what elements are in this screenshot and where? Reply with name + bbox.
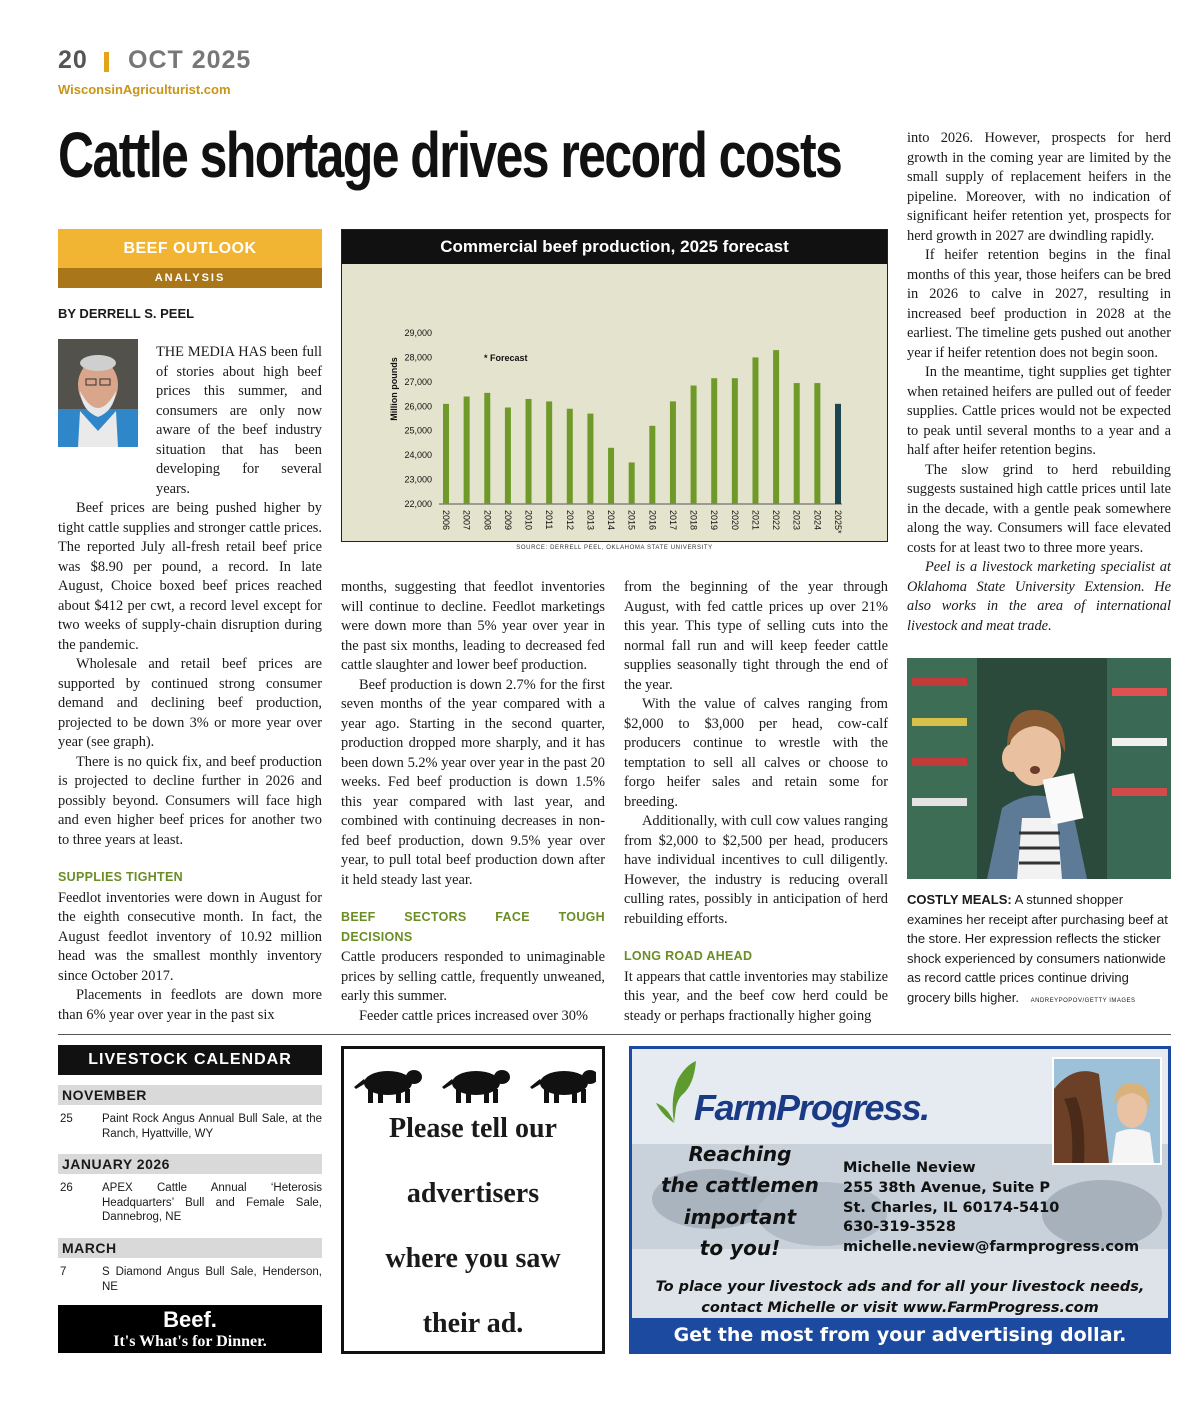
byline: BY DERRELL S. PEEL [58,306,195,321]
chart-x-tick: 2013 [585,510,596,531]
farm-progress-logo: FarmProgress. [694,1087,929,1128]
calendar-month: NOVEMBER [58,1083,322,1105]
header-divider [104,52,109,72]
chart-x-tick: 2020 [729,510,740,531]
subhead-long-road-ahead: LONG ROAD AHEAD [624,949,753,963]
chart-bar [794,383,800,504]
contact-phone: 630-319-3528 [843,1219,956,1235]
chart-bar [464,397,470,504]
calendar-day: 25 [60,1113,73,1125]
chart-y-tick: 28,000 [404,352,432,363]
chart-x-tick: 2023 [791,510,802,531]
contact-name: Michelle Neview [843,1160,976,1176]
section-subkicker: ANALYSIS [58,268,322,288]
issue-date: OCT 2025 [128,46,252,74]
chart-x-tick: 2012 [564,510,575,531]
chart-y-tick: 22,000 [404,499,432,509]
author-bio: Peel is a livestock marketing specialist at Oklahoma State University Extension. He also works in the area of international livestock and meat trade. [907,559,1171,634]
chart-bar [484,393,490,504]
chart-bar [443,404,449,504]
calendar-event-text: Paint Rock Angus Annual Bull Sale, at the Ranch, Hyattville, WY [102,1113,322,1140]
notice-line: advertisers [406,1178,540,1209]
article-paragraph: If heifer retention begins in the final months of this year, those heifers can be bred in 2026 to calve in 2027, resulting in increased beef production in 2028 at the earliest. The timeline gets pushed out another year if heifer retention does not begin soon. [907,247,1171,361]
article-paragraph: The slow grind to herd rebuilding suggests sustained high cattle prices until late in the decade, with a gentle peak somewhere along the way. Consumers will face elevated costs for at least two to three more years. [907,461,1171,556]
advertisers-notice [341,1046,605,1354]
article-column-1 [58,343,322,1025]
article-paragraph: Additionally, with cull cow values ranging from $2,000 to $2,500 per head, producers have individual incentives to cull diligently. However, the industry is reducing overall culling rates, possibly in anticipation of herd rebuilding efforts. [624,813,888,927]
chart-x-tick: 2021 [750,510,761,531]
chart-bar [608,448,614,504]
article-paragraph: There is no quick fix, and beef production is projected to decline further in 2026 and possibly beyond. Consumers will face high and even higher beef prices for another two to three years at least. [58,753,322,848]
leaf-icon [648,1057,698,1127]
article-paragraph: into 2026. However, prospects for herd growth in the coming year are limited by the small supply of replacement heifers in the pipeline. Moreover, with no indication of significant heifer retention yet, prospects for herd growth in 2027 are dwindling rapidly. [907,130,1171,244]
chart-x-tick: 2022 [771,510,782,531]
subhead-supplies-tighten: SUPPLIES TIGHTEN [58,870,183,884]
calendar-month: JANUARY 2026 [58,1152,322,1174]
article-paragraph: In the meantime, tight supplies get tighter when retained heifers are pulled out of feeder supplies. Cattle prices would not be expected to peak until several months to a year and a half after heifer retention begins. [907,364,1171,458]
article-column-2 [341,578,605,1026]
article-paragraph: With the value of calves ranging from $2,000 to $3,000 per head, cow-calf producers continue to wrestle with the temptation to sell all calves or choose to forgo heifer sales and retain some for breeding. [624,696,888,810]
headline: Cattle shortage drives record costs [58,119,842,191]
chart-bar [773,350,779,504]
ad-call-to-action[interactable]: contact Michelle or visit www.FarmProgress.com [701,1300,1099,1316]
notice-line: their ad. [422,1308,524,1339]
article-column-3 [624,578,888,1026]
chart-source: SOURCE: DERRELL PEEL, OKLAHOMA STATE UNIVERSITY [516,545,713,551]
calendar-month: MARCH [58,1236,322,1258]
ad-call-to-action: To place your livestock ads and for all your livestock needs, [655,1279,1145,1295]
photo-credit: ANDREYPOPOV/GETTY IMAGES [1030,997,1136,1004]
chart-bar [691,386,697,504]
section-rule [58,1034,1171,1035]
contact-address: St. Charles, IL 60174-5410 [843,1200,1060,1216]
site-name: WisconsinAgriculturist.com [58,82,231,97]
chart-bar [567,409,573,504]
cattle-icon-row [352,1063,596,1103]
chart-x-tick: 2017 [667,510,678,531]
ad-tagline: to you! [699,1236,781,1260]
calendar-event [58,1112,322,1142]
calendar-day: 7 [60,1266,67,1278]
chart-title: Commercial beef production, 2025 forecast [342,230,887,264]
article-paragraph: Feedlot inventories were down in August for the eighth consecutive month. In fact, the August feedlot inventory of 10.92 million head was the smallest monthly inventory since October 2017. [58,889,322,984]
shopper-photo [907,658,1171,879]
chart-x-tick: 2014 [606,510,617,531]
subhead-beef-sectors: BEEF SECTORS FACE TOUGH DECISIONS [341,910,605,944]
caption-text: A stunned shopper examines her receipt after purchasing beef at the store. Her expression reflects the sticker shock experienced by consumers nationwide as record cattle prices continue driving grocery bills higher. [907,892,1168,1005]
ad-tagline: important [683,1205,797,1229]
calendar-event-text: S Diamond Angus Bull Sale, Henderson, NE [102,1266,322,1293]
chart-bar [587,414,593,504]
chart-x-tick: 2008 [482,510,493,531]
contact-address: 255 38th Avenue, Suite P [843,1180,1051,1196]
chart-bar [649,426,655,504]
article-paragraph: Wholesale and retail beef prices are supported by continued strong consumer demand and declining beef production, projected to be down 3% or more year over year (see graph). [58,656,322,750]
chart-bar [711,378,717,504]
contact-email[interactable]: michelle.neview@farmprogress.com [843,1239,1140,1255]
farm-progress-ad [629,1046,1171,1354]
chart-bar [670,401,676,504]
page-number: 20 [58,46,88,74]
beef-slogan-title: Beef. [163,1307,217,1332]
chart-y-tick: 27,000 [404,376,432,387]
chart-x-tick: 2019 [709,510,720,531]
chart-x-tick: 2015 [626,510,637,531]
chart-forecast-note: * Forecast [484,353,528,363]
calendar-event [58,1181,322,1226]
calendar-event [58,1265,322,1295]
article-paragraph: Beef production is down 2.7% for the first seven months of the year compared with a year ago. Starting in the second quarter, production dropped more sharply, and it has been down 5.2% year over year in the past 20 weeks. Fed beef production is down 1.5% this year compared with last year, and combined with continuing decreases in non-fed beef production, down 9.5% year over year, to pull total beef production down after it held steady last year. [341,676,605,888]
chart-y-tick: 26,000 [404,401,432,412]
chart-y-tick: 24,000 [404,450,432,461]
chart-y-axis-label: Million pounds [389,357,399,421]
chart-bar [629,462,635,504]
article-paragraph: It appears that cattle inventories may stabilize this year, and the beef cow herd could be steady or perhaps fractionally higher going [624,968,888,1024]
chart-x-tick: 2025* [833,510,843,534]
chart-y-tick: 25,000 [404,425,432,436]
chart-x-tick: 2024 [812,510,823,531]
chart-x-tick: 2016 [647,510,658,531]
chart-bar [505,408,511,504]
chart-x-tick: 2009 [502,510,513,531]
photo-caption [907,890,1171,1012]
beef-slogan-text: It's What's for Dinner. [113,1333,267,1350]
chart-bar [814,383,820,504]
beef-production-chart [341,229,888,542]
chart-x-tick: 2011 [544,510,555,530]
notice-line: where you saw [385,1243,561,1274]
article-paragraph: months, suggesting that feedlot inventories will continue to decline. Feedlot marketings were down more than 5% year over year in the past six months, leading to decreased fed cattle slaughter and lower beef production. [341,579,605,673]
ad-tagline: the cattlemen [661,1173,819,1197]
chart-y-tick: 29,000 [404,328,432,338]
chart-y-tick: 23,000 [404,474,432,485]
ad-footer-banner: Get the most from your advertising dollar. [632,1318,1168,1351]
calendar-title: LIVESTOCK CALENDAR [58,1045,322,1075]
chart-bar [546,401,552,504]
chart-x-tick: 2010 [523,510,534,531]
ad-tagline: Reaching [688,1142,792,1166]
article-paragraph: Cattle producers responded to unimaginable prices by selling cattle, frequently unweaned, early this summer. [341,949,605,1004]
chart-plot [342,264,887,541]
calendar-event-text: APEX Cattle Annual ‘Heterosis Headquarters’ Bull and Female Sale, Dannebrog, NE [102,1182,322,1223]
article-column-4 [907,129,1171,636]
article-paragraph: Feeder cattle prices increased over 30% [359,1007,588,1024]
contact-photo [1052,1057,1162,1165]
section-kicker: BEEF OUTLOOK [58,229,322,268]
article-paragraph: Placements in feedlots are down more than 6% year over year in the past six [58,987,322,1023]
article-paragraph: Beef prices are being pushed higher by tight cattle supplies and stronger cattle prices. The reported July all-fresh retail beef price was $8.90 per pound, a record. In late August, Choice boxed beef prices reached about $412 per cwt, a record level except for two weeks of supply-chain disruption during the pandemic. [58,500,322,653]
chart-bar [835,404,841,504]
chart-bar [526,399,532,504]
chart-x-tick: 2007 [461,510,472,531]
article-lede: THE MEDIA HAS been full of stories about high beef prices this summer, and consumers are only now aware of the beef industry situation that has been developing for several years. [156,344,322,497]
notice-line: Please tell our [389,1113,557,1144]
chart-bar [752,357,758,504]
article-paragraph: from the beginning of the year through August, with fed cattle prices up over 21% this year. This type of selling cuts into the normal fall run and will keep feeder cattle supplies seasonally tight through the end of the year. [624,579,888,693]
beef-slogan-box [58,1305,322,1353]
chart-x-tick: 2018 [688,510,699,531]
calendar-day: 26 [60,1182,73,1194]
caption-lead: COSTLY MEALS: [907,892,1012,907]
chart-x-tick: 2006 [441,510,451,531]
chart-bar [732,378,738,504]
